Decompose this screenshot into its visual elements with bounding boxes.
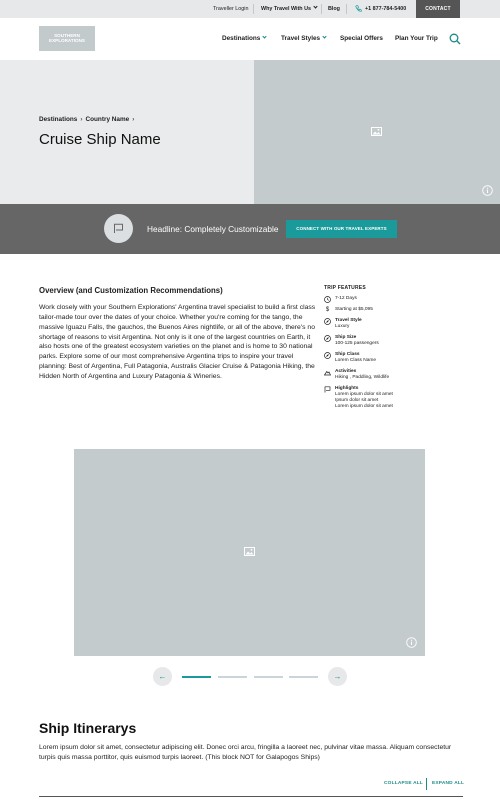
itineraries-title: Ship Itinerarys <box>39 720 137 736</box>
hero-image <box>254 60 500 204</box>
feature-label: Travel Style <box>335 318 362 323</box>
chevron-down-icon <box>263 34 267 38</box>
info-icon[interactable] <box>482 185 493 196</box>
mountain-icon <box>324 369 331 376</box>
feature-days <box>324 296 454 302</box>
feature-value: Lorem Class Name <box>335 358 377 363</box>
feature-value: Lorem ipsum dolor sit amet <box>335 404 393 409</box>
feature-value: 100-125 passengers <box>335 341 379 346</box>
ship-gallery-image <box>74 449 425 656</box>
link-divider <box>426 778 427 790</box>
page-title: Cruise Ship Name <box>39 131 161 148</box>
chevron-down-icon <box>322 34 326 38</box>
utility-divider <box>346 4 347 14</box>
main-navigation <box>0 18 500 60</box>
carousel-dot[interactable] <box>289 676 318 678</box>
phone-link[interactable] <box>355 0 406 18</box>
logo-line1: SOUTHERN <box>54 33 80 38</box>
nav-travel-styles-label: Travel Styles <box>281 35 321 42</box>
itineraries-body: Lorem ipsum dolor sit amet, consectetur adipiscing elit. Donec orci arcu, fringilla a laoreet nec, pulvinar vitae massa. Aliquam consectetur turpis quis massa porttitor, quis euismod turpis laoreet. (This block NOT for Galapogos Ships) <box>39 744 452 762</box>
breadcrumb-destinations[interactable]: Destinations <box>39 116 78 123</box>
carousel-dot[interactable] <box>182 676 211 678</box>
feature-travel-style <box>324 318 454 330</box>
flag-icon <box>324 386 331 393</box>
feature-value: Luxury <box>335 324 350 329</box>
banner-headline: Headline: Completely Customizable <box>147 224 279 234</box>
logo-line2: EXPLORATIONS <box>49 38 85 44</box>
phone-icon <box>355 5 362 12</box>
banner-icon-circle <box>104 214 133 243</box>
chevron-right-icon: › <box>132 116 135 123</box>
image-placeholder-icon <box>244 547 255 556</box>
contact-button[interactable]: CONTACT <box>416 0 460 18</box>
overview-body: Work closely with your Southern Explorations' Argentina travel specialist to build a first class tailor-made tour over the dates of your choice. Whether you're coming for the tango, the massive Iguazu Falls, the gauchos, the Buenos Aires nightlife, or all of the above, there's no shortage of reasons to visit Argentina. Not only is it one of the largest countries on Earth, it also hosts one of the greatest ecosystem varieties on the planet and is home to 30 national parks. Explore some of our most comprehensive Argentina trips to inspire your travel planning: Best of Argentina, Full Patagonia, Australis Glacier Cruise & Patagonia Hiking, the Hidden North of Argentina and Luxury Patagonia & Wineries. <box>39 304 316 380</box>
search-icon[interactable] <box>449 33 461 45</box>
carousel-prev-button[interactable] <box>153 667 172 686</box>
arrow-left-icon: ← <box>158 672 167 681</box>
carousel-dot[interactable] <box>218 676 247 678</box>
image-placeholder-icon <box>371 127 382 136</box>
feature-label: Ship Class <box>335 352 360 357</box>
feature-activities <box>324 369 454 381</box>
feature-label: Highlights <box>335 386 359 391</box>
feature-days-value: 7-12 Days <box>335 296 357 301</box>
traveller-login-link[interactable]: Traveller Login <box>213 6 249 12</box>
feature-label: Activities <box>335 369 357 374</box>
feature-value: Lorem ipsum dolor sit amet <box>335 392 393 397</box>
divider <box>39 796 463 797</box>
trip-features-title: TRIP FEATURES <box>324 285 366 291</box>
hero-text-panel <box>0 60 254 204</box>
nav-travel-styles[interactable] <box>281 18 326 60</box>
carousel-next-button[interactable] <box>328 667 347 686</box>
compass-icon <box>324 318 331 325</box>
collapse-all-link[interactable]: COLLAPSE ALL <box>384 781 423 786</box>
compass-icon <box>324 352 331 359</box>
breadcrumb-country[interactable]: Country Name <box>85 116 130 123</box>
nav-destinations-label: Destinations <box>222 35 261 42</box>
feature-value: Hiking , Paddling, Wildlife <box>335 375 390 380</box>
clock-icon <box>324 296 331 303</box>
dollar-icon: $ <box>325 307 330 313</box>
hero <box>0 60 500 204</box>
feature-ship-size <box>324 335 454 347</box>
info-icon[interactable] <box>406 637 417 648</box>
overview-title: Overview (and Customization Recommendations) <box>39 286 223 295</box>
feature-price <box>324 307 454 313</box>
arrow-right-icon: → <box>333 672 342 681</box>
chevron-down-icon <box>313 4 317 8</box>
chevron-right-icon: › <box>80 116 83 123</box>
blog-link[interactable]: Blog <box>328 6 340 12</box>
feature-price-value: Starting at $5,095 <box>335 307 373 312</box>
utility-divider <box>321 4 322 14</box>
why-travel-menu[interactable] <box>261 0 317 18</box>
connect-travel-experts-button[interactable]: CONNECT WITH OUR TRAVEL EXPERTS <box>286 220 397 238</box>
compass-icon <box>324 335 331 342</box>
feature-highlights <box>324 386 454 410</box>
nav-destinations[interactable] <box>222 18 266 60</box>
nav-special-offers[interactable]: Special Offers <box>340 35 383 42</box>
contact-banner <box>0 204 500 254</box>
carousel-dot[interactable] <box>254 676 283 678</box>
feature-label: Ship Size <box>335 335 357 340</box>
feature-ship-class <box>324 352 454 364</box>
phone-number: +1 877-784-5400 <box>365 6 407 12</box>
flag-icon <box>113 223 124 234</box>
expand-all-link[interactable]: EXPAND ALL <box>432 781 465 786</box>
logo[interactable] <box>39 26 95 51</box>
why-travel-label: Why Travel With Us <box>261 6 311 12</box>
nav-plan-your-trip[interactable]: Plan Your Trip <box>395 35 438 42</box>
breadcrumb <box>39 116 137 123</box>
utility-bar <box>0 0 500 18</box>
trip-features <box>324 285 454 415</box>
utility-divider <box>253 4 254 14</box>
feature-value: Ipsum dolor sit amet <box>335 398 379 403</box>
